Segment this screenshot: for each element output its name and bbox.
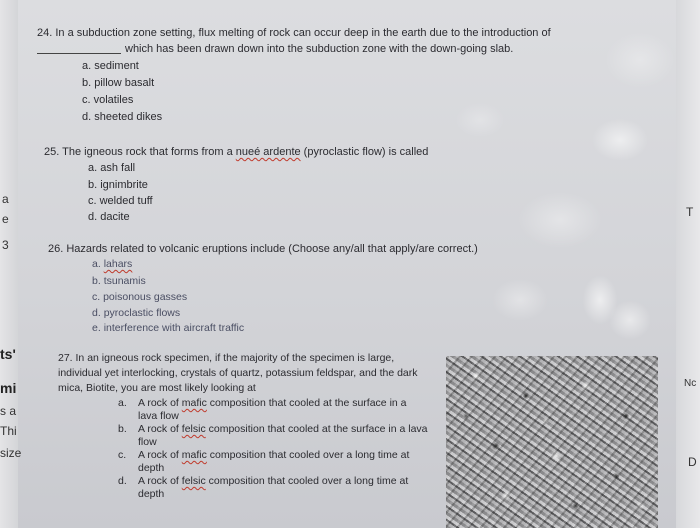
option-24b[interactable]: b. pillow basalt bbox=[82, 77, 155, 89]
option-26e-prefix: e. bbox=[92, 322, 104, 334]
option-24c[interactable]: c. volatiles bbox=[82, 94, 134, 106]
left-edge-fragment: ts' bbox=[0, 346, 16, 362]
option-25c[interactable]: c. welded tuff bbox=[88, 195, 153, 207]
question-25 bbox=[44, 145, 484, 160]
granite-texture bbox=[446, 356, 658, 528]
left-edge-fragment: size bbox=[0, 446, 22, 460]
option-26e[interactable] bbox=[92, 320, 244, 336]
option-26b-prefix: b. bbox=[92, 275, 104, 287]
left-edge-fragment: mi bbox=[0, 380, 17, 396]
option-term: mafic bbox=[181, 449, 207, 461]
option-26c[interactable] bbox=[92, 289, 187, 305]
question-27-stem-line1: 27. In an igneous rock specimen, if the majority of the specimen is large, bbox=[58, 352, 395, 364]
option-text-pre: A rock of bbox=[138, 423, 182, 435]
option-text-post: composition that cooled at the surface in a lava flow bbox=[138, 397, 407, 422]
question-27 bbox=[58, 351, 443, 396]
right-edge-fragment: Nc bbox=[684, 378, 697, 389]
option-term: mafic bbox=[181, 397, 207, 409]
option-text-pre: A rock of bbox=[138, 449, 182, 461]
option-24d[interactable]: d. sheeted dikes bbox=[82, 111, 163, 123]
option-label: a. bbox=[118, 397, 127, 409]
option-26a[interactable] bbox=[92, 256, 132, 272]
option-term: felsic bbox=[181, 475, 206, 487]
option-25a[interactable]: a. ash fall bbox=[88, 162, 136, 174]
right-edge-fragment: D bbox=[688, 455, 697, 469]
question-24-stem-line1: 24. In a subduction zone setting, flux melting of rock can occur deep in the earth due to the introduction of bbox=[37, 27, 551, 39]
option-label: d. bbox=[118, 475, 127, 487]
option-25b[interactable]: b. ignimbrite bbox=[88, 179, 148, 191]
question-26 bbox=[48, 242, 508, 257]
option-term: felsic bbox=[181, 423, 206, 435]
option-26b-text: tsunamis bbox=[103, 275, 146, 287]
option-25d[interactable]: d. dacite bbox=[88, 211, 130, 223]
left-edge-fragment: 3 bbox=[2, 238, 9, 252]
question-24 bbox=[37, 26, 597, 41]
question-26-stem: 26. Hazards related to volcanic eruptions include (Choose any/all that apply/are correct.) bbox=[48, 243, 478, 255]
option-text-post: composition that cooled over a long time at depth bbox=[138, 475, 409, 500]
left-edge-fragment: e bbox=[2, 212, 9, 226]
option-26d-prefix: d. bbox=[92, 307, 104, 319]
question-25-stem-suffix: (pyroclastic flow) is called bbox=[300, 146, 429, 158]
option-26c-text: poisonous gasses bbox=[103, 291, 188, 303]
option-26c-prefix: c. bbox=[92, 291, 104, 303]
right-edge-fragment: T bbox=[686, 205, 694, 219]
option-26d[interactable] bbox=[92, 305, 180, 321]
answer-blank bbox=[37, 53, 121, 54]
question-24-stem-line2: which has been drawn down into the subduction zone with the down-going slab. bbox=[125, 43, 514, 55]
option-26d-text: pyroclastic flows bbox=[103, 307, 181, 319]
option-label: b. bbox=[118, 423, 127, 435]
left-edge-fragment: a bbox=[2, 192, 9, 206]
question-25-stem-prefix: 25. The igneous rock that forms from a bbox=[44, 146, 236, 158]
option-26a-prefix: a. bbox=[92, 258, 104, 270]
option-text-post: composition that cooled over a long time at depth bbox=[138, 449, 410, 474]
option-text-post: composition that cooled at the surface in a lava flow bbox=[138, 423, 428, 448]
question-27-stem-line3: mica, Biotite, you are most likely looking at bbox=[58, 382, 256, 394]
option-26a-text: lahars bbox=[103, 258, 133, 270]
granite-specimen-image bbox=[446, 356, 658, 528]
option-26e-text: interference with aircraft traffic bbox=[103, 322, 245, 334]
option-text-pre: A rock of bbox=[138, 475, 182, 487]
left-edge-fragment: Thi bbox=[0, 424, 17, 438]
option-text-pre: A rock of bbox=[138, 397, 182, 409]
option-label: c. bbox=[118, 449, 127, 461]
question-25-term: nueé ardente bbox=[235, 146, 301, 158]
question-27-stem-line2: individual yet interlocking, crystals of quartz, potassium feldspar, and the dark bbox=[58, 367, 418, 379]
question-24-line2 bbox=[37, 42, 597, 57]
right-window-edge bbox=[676, 0, 700, 528]
option-24a[interactable]: a. sediment bbox=[82, 60, 139, 72]
option-26b[interactable] bbox=[92, 273, 146, 289]
left-edge-fragment: s a bbox=[0, 404, 17, 418]
